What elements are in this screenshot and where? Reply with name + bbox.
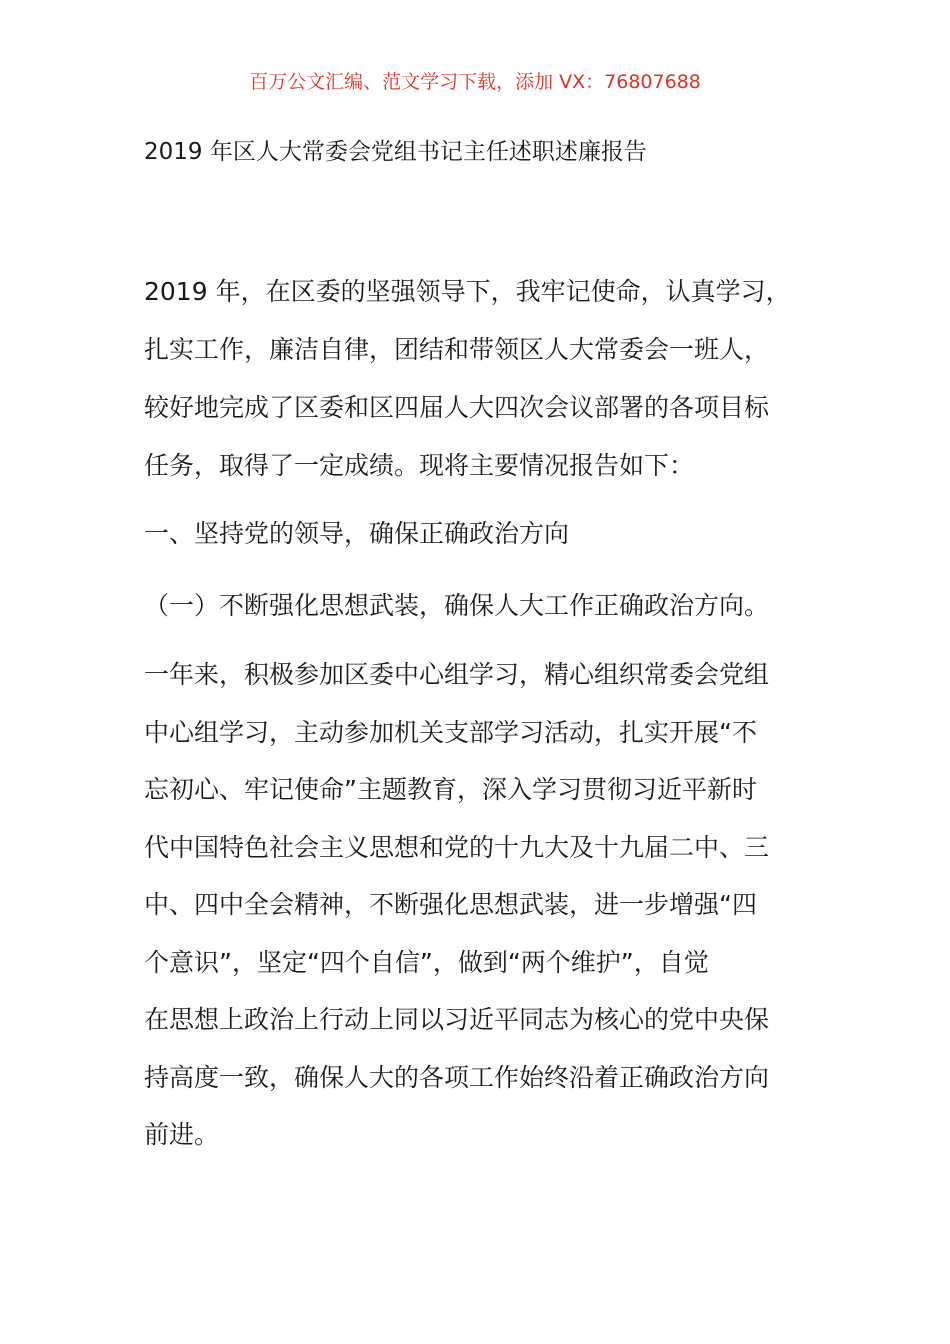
body-line-8: 持高度一致，确保人大的各项工作始终沿着正确政治方向 [144, 1063, 770, 1092]
intro-line-3: 较好地完成了区委和区四届人大四次会议部署的各项目标 [144, 393, 770, 422]
body-line-6: 个意识”，坚定“四个自信”，做到“两个维护”，自觉 [144, 948, 709, 977]
body-line-4: 代中国特色社会主义思想和党的十九大及十九届二中、三 [144, 833, 770, 862]
document-title: 2019 年区人大常委会党组书记主任述职述廉报告 [144, 139, 647, 165]
body-line-5: 中、四中全会精神，不断强化思想武装，进一步增强“四 [144, 890, 757, 919]
body-line-1: 一年来，积极参加区委中心组学习，精心组织常委会党组 [144, 660, 770, 689]
body-line-2: 中心组学习，主动参加机关支部学习活动，扎实开展“不 [144, 718, 757, 747]
intro-line-4: 任务，取得了一定成绩。现将主要情况报告如下： [144, 451, 695, 480]
body-line-7: 在思想上政治上行动上同以习近平同志为核心的党中央保 [144, 1005, 770, 1034]
section-heading: 一、坚持党的领导，确保正确政治方向 [144, 519, 570, 548]
body-line-9: 前进。 [144, 1120, 220, 1149]
watermark-header: 百万公文汇编、范文学习下载，添加 VX：76807688 [249, 71, 701, 93]
intro-line-2: 扎实工作，廉洁自律，团结和带领区人大常委会一班人， [144, 335, 770, 364]
subsection-heading: （一）不断强化思想武装，确保人大工作正确政治方向。 [144, 591, 770, 620]
intro-line-1: 2019 年，在区委的坚强领导下，我牢记使命，认真学习， [144, 277, 791, 306]
body-line-3: 忘初心、牢记使命”主题教育，深入学习贯彻习近平新时 [144, 775, 757, 804]
